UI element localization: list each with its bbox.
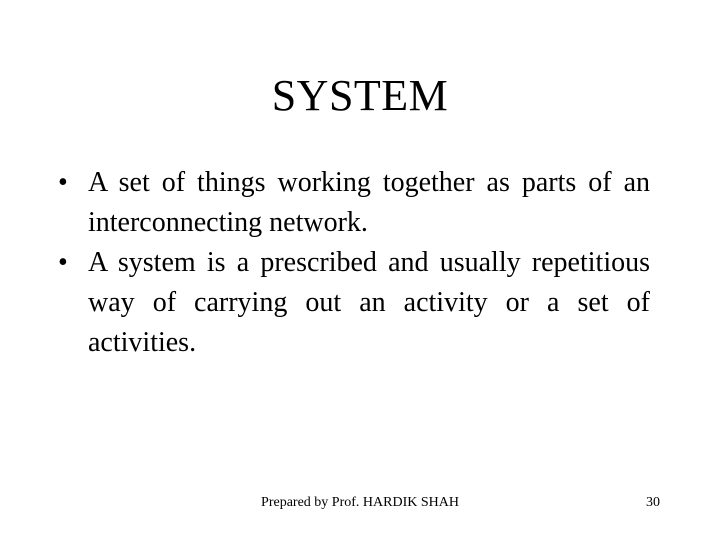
- bullet-text: A system is a prescribed and usually repetitious way of carrying out an activity or a set of activities.: [88, 247, 650, 358]
- bullet-text: A set of things working together as parts of an interconnecting network.: [88, 167, 650, 238]
- bullet-list: [58, 163, 650, 363]
- page-number: 30: [646, 495, 660, 510]
- footer-credit: Prepared by Prof. HARDIK SHAH: [261, 495, 459, 510]
- bullet-icon: •: [58, 247, 68, 278]
- bullet-icon: •: [58, 167, 68, 198]
- bullet-item: [58, 243, 650, 363]
- slide-title: SYSTEM: [271, 71, 449, 120]
- bullet-item: [58, 163, 650, 243]
